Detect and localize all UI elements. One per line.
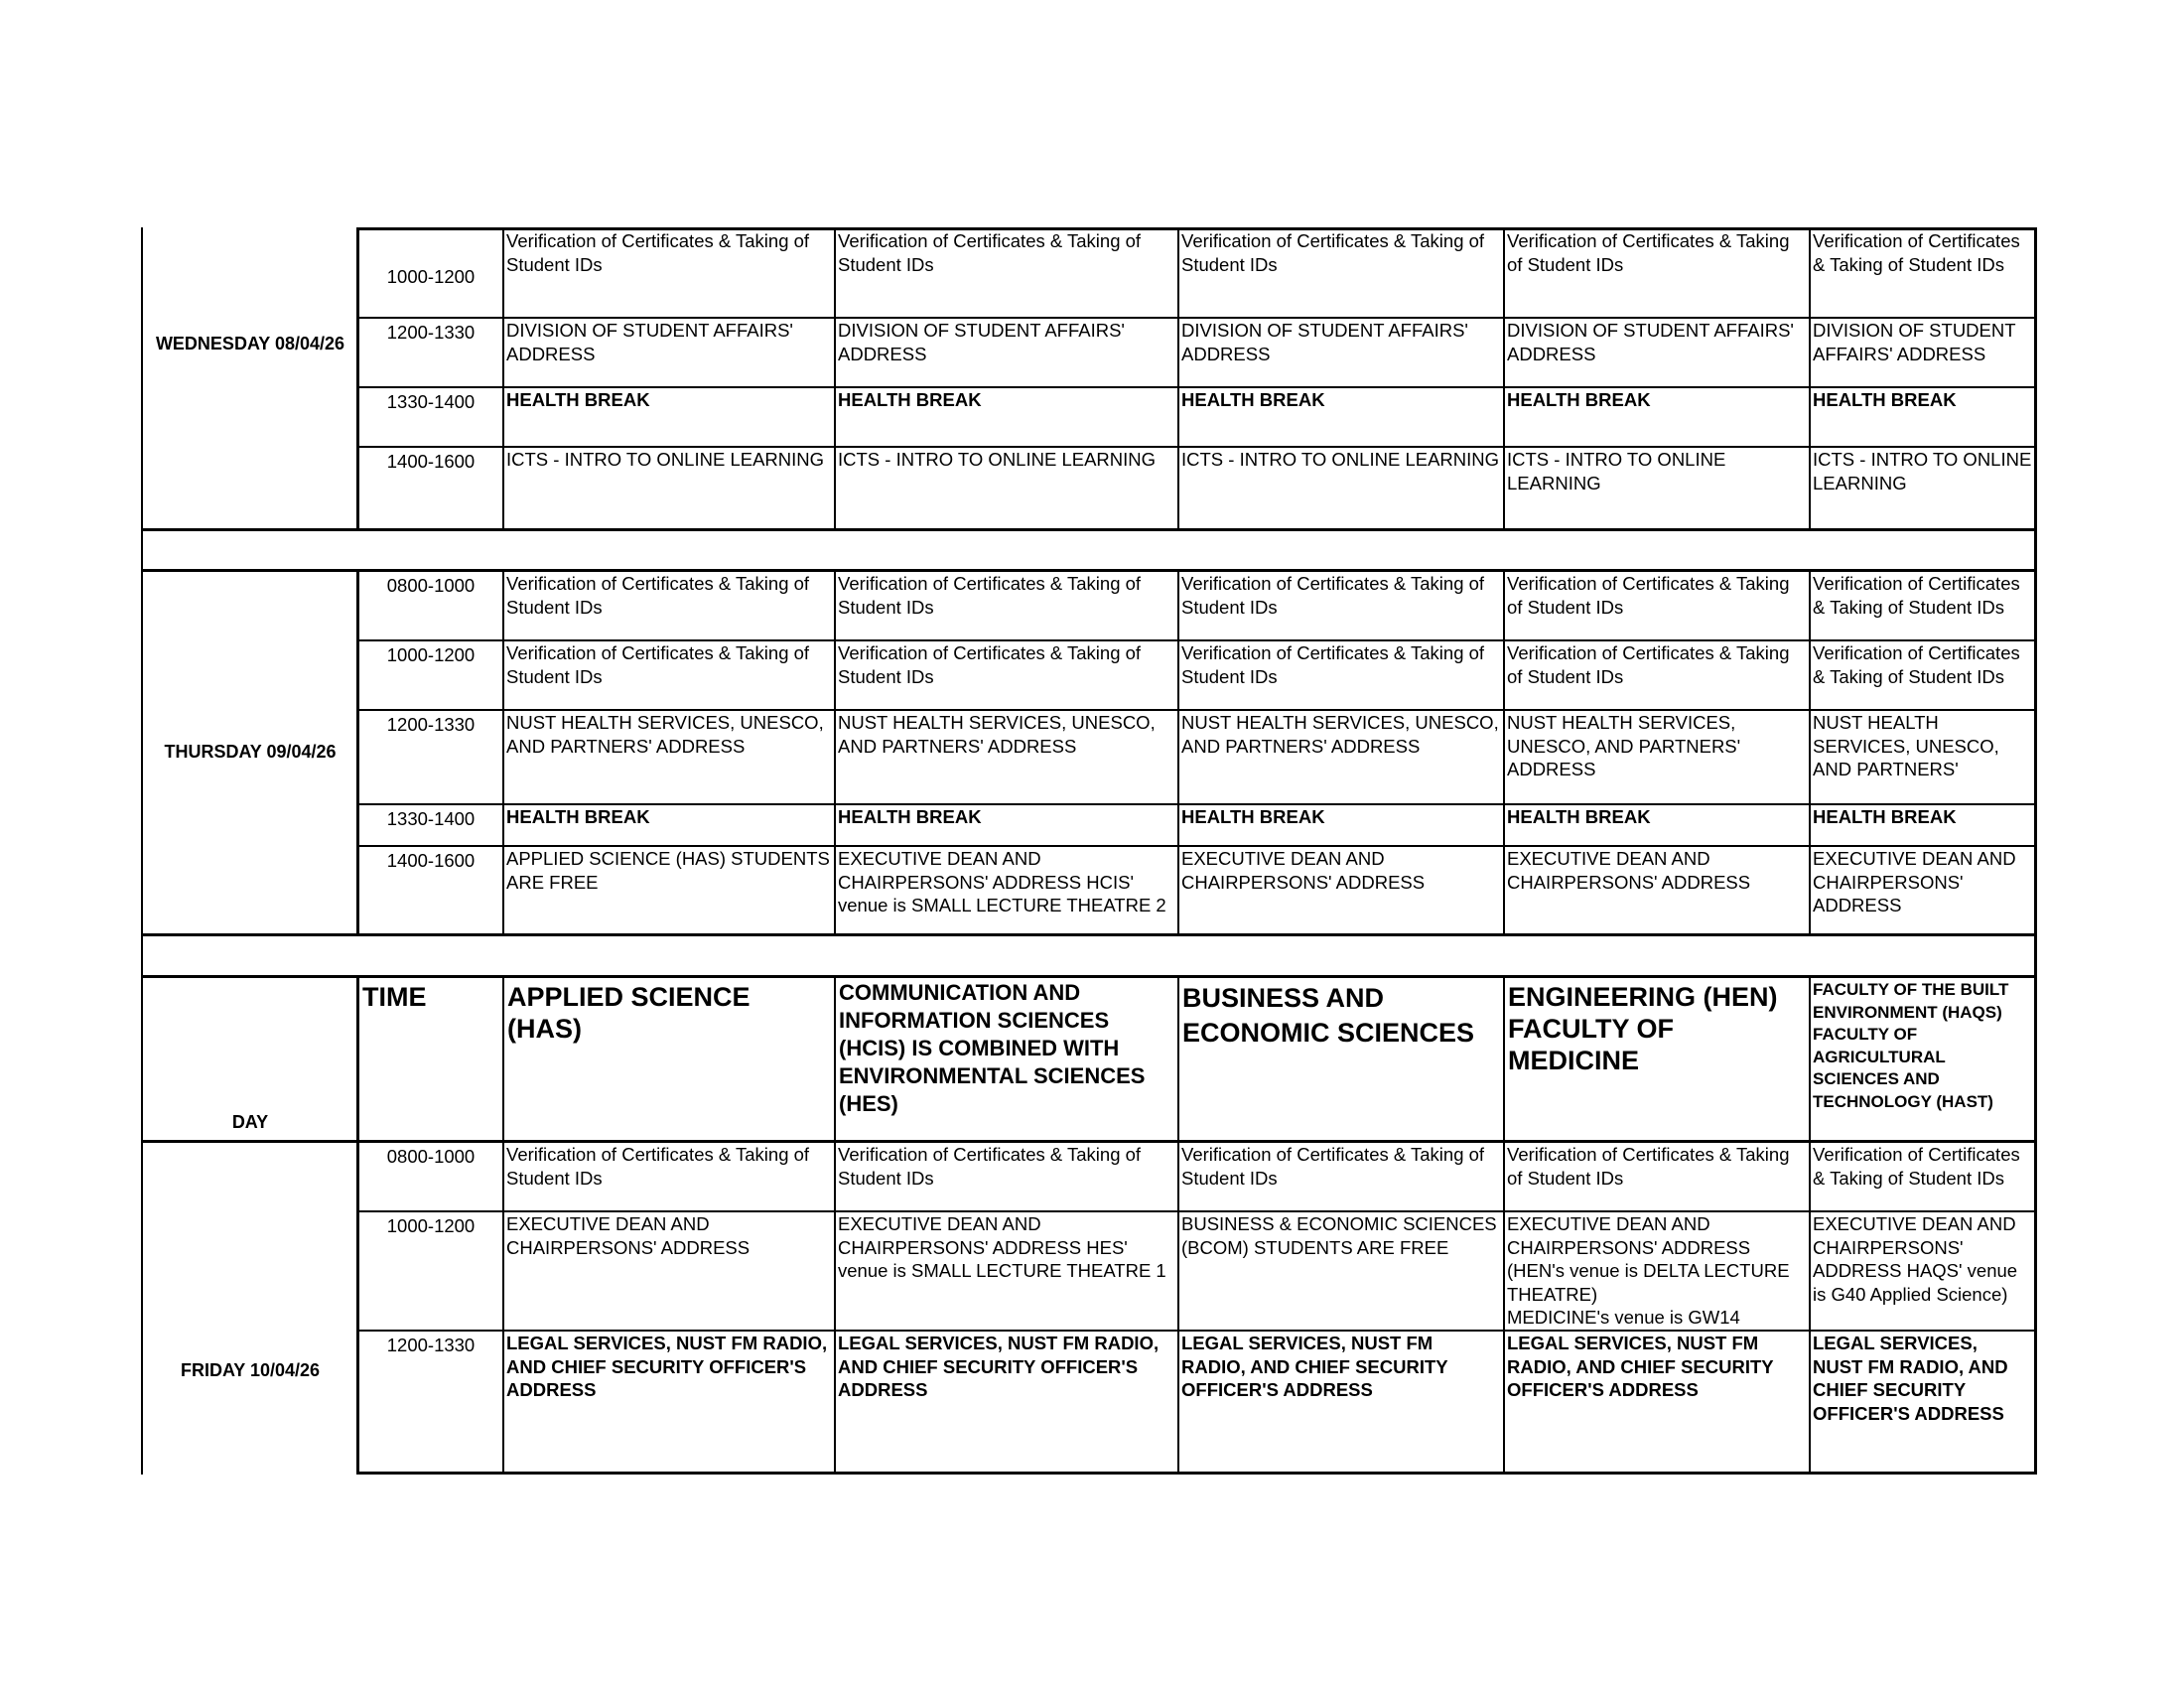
schedule-cell: Verification of Certificates & Taking of Student IDs	[1181, 573, 1485, 618]
schedule-cell: HEALTH BREAK	[506, 806, 650, 827]
header-built-environment-agriculture: FACULTY OF THE BUILT ENVIRONMENT (HAQS) FACULTY OF AGRICULTURAL SCIENCES AND TECHNOLOGY (HAST)	[1813, 980, 2009, 1111]
grid-line	[356, 1210, 2037, 1212]
schedule-cell: Verification of Certificates & Taking of Student IDs	[838, 573, 1142, 618]
schedule-cell: Verification of Certificates & Taking of Student IDs	[1181, 642, 1485, 687]
schedule-cell: Verification of Certificates & Taking of Student IDs	[1181, 1144, 1485, 1189]
schedule-cell: BUSINESS & ECONOMIC SCIENCES (BCOM) STUDENTS ARE FREE	[1181, 1213, 1497, 1258]
schedule-cell: HEALTH BREAK	[838, 806, 982, 827]
grid-line	[356, 639, 2037, 641]
schedule-cell: APPLIED SCIENCE (HAS) STUDENTS ARE FREE	[506, 848, 830, 893]
grid-line	[141, 569, 2037, 572]
grid-line	[834, 570, 836, 935]
schedule-cell: ICTS - INTRO TO ONLINE LEARNING	[1181, 449, 1500, 470]
header-day: DAY	[231, 1112, 269, 1132]
grid-line	[1809, 976, 1811, 1475]
schedule-cell: HEALTH BREAK	[1181, 389, 1325, 410]
schedule-cell: Verification of Certificates & Taking of Student IDs	[506, 573, 810, 618]
schedule-cell: Verification of Certificates & Taking of Student IDs	[1507, 1144, 1790, 1189]
schedule-cell: Verification of Certificates & Taking of Student IDs	[1507, 230, 1790, 275]
schedule-cell: Verification of Certificates & Taking of Student IDs	[1813, 1144, 2020, 1189]
schedule-cell	[1504, 1211, 1810, 1331]
schedule-cell: Verification of Certificates & Taking of Student IDs	[1813, 573, 2020, 618]
time-slot: 1000-1200	[386, 1215, 476, 1236]
grid-line	[834, 976, 836, 1475]
grid-line	[141, 975, 2037, 978]
schedule-cell: NUST HEALTH SERVICES, UNESCO, AND PARTNERS' ADDRESS	[838, 712, 1156, 757]
grid-line	[141, 1140, 2037, 1143]
schedule-cell: EXECUTIVE DEAN AND CHAIRPERSONS' ADDRESS HCIS' venue is SMALL LECTURE THEATRE 2	[838, 848, 1166, 915]
schedule-cell: Verification of Certificates & Taking of Student IDs	[1813, 642, 2020, 687]
schedule-cell: NUST HEALTH SERVICES, UNESCO, AND PARTNERS' ADDRESS	[1507, 712, 1741, 779]
schedule-cell: HEALTH BREAK	[1507, 389, 1651, 410]
grid-line	[502, 570, 504, 935]
schedule-cell: Verification of Certificates & Taking of Student IDs	[506, 230, 810, 275]
day-label-friday: FRIDAY 10/04/26	[180, 1359, 321, 1380]
schedule-cell: EXECUTIVE DEAN AND CHAIRPERSONS' ADDRESS HES' venue is SMALL LECTURE THEATRE 1	[838, 1213, 1166, 1281]
day-label-wednesday: WEDNESDAY 08/04/26	[155, 333, 345, 353]
header-communication-sciences: COMMUNICATION AND INFORMATION SCIENCES (HCIS) IS COMBINED WITH ENVIRONMENTAL SCIENCES (HES)	[839, 980, 1146, 1116]
grid-line	[1809, 227, 1811, 530]
schedule-cell: NUST HEALTH SERVICES, UNESCO, AND PARTNERS' ADDRESS	[506, 712, 824, 757]
schedule-cell: Verification of Certificates & Taking of Student IDs	[1507, 573, 1790, 618]
schedule-cell: EXECUTIVE DEAN AND CHAIRPERSONS' ADDRESS	[1813, 848, 2016, 915]
time-slot: 0800-1000	[386, 1146, 476, 1167]
time-slot: 1200-1330	[386, 322, 476, 343]
schedule-cell: NUST HEALTH SERVICES, UNESCO, AND PARTNERS'	[1813, 712, 1999, 779]
grid-line	[1177, 227, 1179, 530]
grid-line	[356, 570, 359, 935]
grid-line	[356, 227, 359, 530]
day-label-thursday: THURSDAY 09/04/26	[164, 742, 337, 762]
grid-line	[356, 317, 2037, 319]
schedule-cell: EXECUTIVE DEAN AND CHAIRPERSONS' ADDRESS	[506, 1213, 751, 1258]
schedule-cell: LEGAL SERVICES, NUST FM RADIO, AND CHIEF SECURITY OFFICER'S ADDRESS	[1813, 1333, 2008, 1424]
schedule-cell: DIVISION OF STUDENT AFFAIRS' ADDRESS	[1507, 320, 1794, 364]
grid-line	[356, 803, 2037, 805]
schedule-cell-text: EXECUTIVE DEAN AND CHAIRPERSONS' ADDRESS (HEN's venue is DELTA LECTURE THEATRE)	[1507, 1213, 1790, 1305]
schedule-cell: Verification of Certificates & Taking of Student IDs	[506, 1144, 810, 1189]
grid-line	[356, 1472, 2037, 1475]
grid-line	[1503, 976, 1505, 1475]
schedule-cell: Verification of Certificates & Taking of Student IDs	[506, 642, 810, 687]
schedule-cell: ICTS - INTRO TO ONLINE LEARNING	[1813, 449, 2032, 493]
schedule-cell: Verification of Certificates & Taking of Student IDs	[1507, 642, 1790, 687]
schedule-cell: ICTS - INTRO TO ONLINE LEARNING	[838, 449, 1157, 470]
grid-line	[834, 227, 836, 530]
schedule-cell: Verification of Certificates & Taking of Student IDs	[1181, 230, 1485, 275]
schedule-cell: HEALTH BREAK	[838, 389, 982, 410]
grid-line	[1809, 570, 1811, 935]
schedule-cell: Verification of Certificates & Taking of Student IDs	[838, 642, 1142, 687]
schedule-cell-extra: MEDICINE's venue is GW14	[1507, 1307, 1740, 1328]
header-engineering-medicine: ENGINEERING (HEN) FACULTY OF MEDICINE	[1508, 982, 1778, 1075]
schedule-cell: Verification of Certificates & Taking of Student IDs	[838, 230, 1142, 275]
schedule-cell: ICTS - INTRO TO ONLINE LEARNING	[506, 449, 825, 470]
grid-line	[356, 976, 359, 1475]
schedule-cell: EXECUTIVE DEAN AND CHAIRPERSONS' ADDRESS HAQS' venue is G40 Applied Science)	[1813, 1213, 2018, 1305]
grid-line	[356, 845, 2037, 847]
schedule-cell: NUST HEALTH SERVICES, UNESCO, AND PARTNERS' ADDRESS	[1181, 712, 1499, 757]
schedule-cell: DIVISION OF STUDENT AFFAIRS' ADDRESS	[838, 320, 1125, 364]
grid-line	[356, 446, 2037, 448]
grid-line	[141, 528, 2037, 531]
schedule-cell: LEGAL SERVICES, NUST FM RADIO, AND CHIEF SECURITY OFFICER'S ADDRESS	[1507, 1333, 1774, 1400]
grid-line	[1177, 570, 1179, 935]
grid-line	[502, 976, 504, 1475]
time-slot: 1000-1200	[386, 644, 476, 665]
time-slot: 1200-1330	[386, 1335, 476, 1355]
schedule-cell: DIVISION OF STUDENT AFFAIRS' ADDRESS	[506, 320, 793, 364]
grid-line	[1177, 976, 1179, 1475]
grid-line	[356, 386, 2037, 388]
grid-line	[2034, 227, 2037, 1475]
grid-line	[502, 227, 504, 530]
grid-line	[1503, 227, 1505, 530]
schedule-cell: Verification of Certificates & Taking of Student IDs	[1813, 230, 2020, 275]
schedule-cell: HEALTH BREAK	[1507, 806, 1651, 827]
schedule-cell: DIVISION OF STUDENT AFFAIRS' ADDRESS	[1813, 320, 2016, 364]
grid-line	[141, 227, 143, 1475]
schedule-cell: HEALTH BREAK	[1813, 389, 1957, 410]
schedule-cell: DIVISION OF STUDENT AFFAIRS' ADDRESS	[1181, 320, 1468, 364]
schedule-cell: HEALTH BREAK	[1181, 806, 1325, 827]
grid-line	[356, 227, 2037, 230]
schedule-cell: HEALTH BREAK	[506, 389, 650, 410]
schedule-cell: ICTS - INTRO TO ONLINE LEARNING	[1507, 449, 1726, 493]
grid-line	[141, 933, 2037, 936]
header-business-economic: BUSINESS AND ECONOMIC SCIENCES	[1182, 983, 1475, 1048]
time-slot: 0800-1000	[386, 575, 476, 596]
schedule-cell: LEGAL SERVICES, NUST FM RADIO, AND CHIEF SECURITY OFFICER'S ADDRESS	[506, 1333, 828, 1400]
schedule-cell: EXECUTIVE DEAN AND CHAIRPERSONS' ADDRESS	[1181, 848, 1426, 893]
grid-line	[356, 709, 2037, 711]
time-slot: 1400-1600	[386, 850, 476, 871]
schedule-cell: Verification of Certificates & Taking of Student IDs	[838, 1144, 1142, 1189]
grid-line	[1503, 570, 1505, 935]
header-applied-science: APPLIED SCIENCE (HAS)	[507, 982, 751, 1044]
time-slot: 1000-1200	[386, 266, 476, 287]
time-slot: 1400-1600	[386, 451, 476, 472]
time-slot: 1330-1400	[386, 391, 476, 412]
time-slot: 1330-1400	[386, 808, 476, 829]
header-time: TIME	[362, 982, 427, 1012]
time-slot: 1200-1330	[386, 714, 476, 735]
schedule-cell: LEGAL SERVICES, NUST FM RADIO, AND CHIEF SECURITY OFFICER'S ADDRESS	[838, 1333, 1160, 1400]
schedule-cell: EXECUTIVE DEAN AND CHAIRPERSONS' ADDRESS	[1507, 848, 1751, 893]
schedule-cell: HEALTH BREAK	[1813, 806, 1957, 827]
grid-line	[356, 1330, 2037, 1332]
schedule-cell: LEGAL SERVICES, NUST FM RADIO, AND CHIEF SECURITY OFFICER'S ADDRESS	[1181, 1333, 1448, 1400]
